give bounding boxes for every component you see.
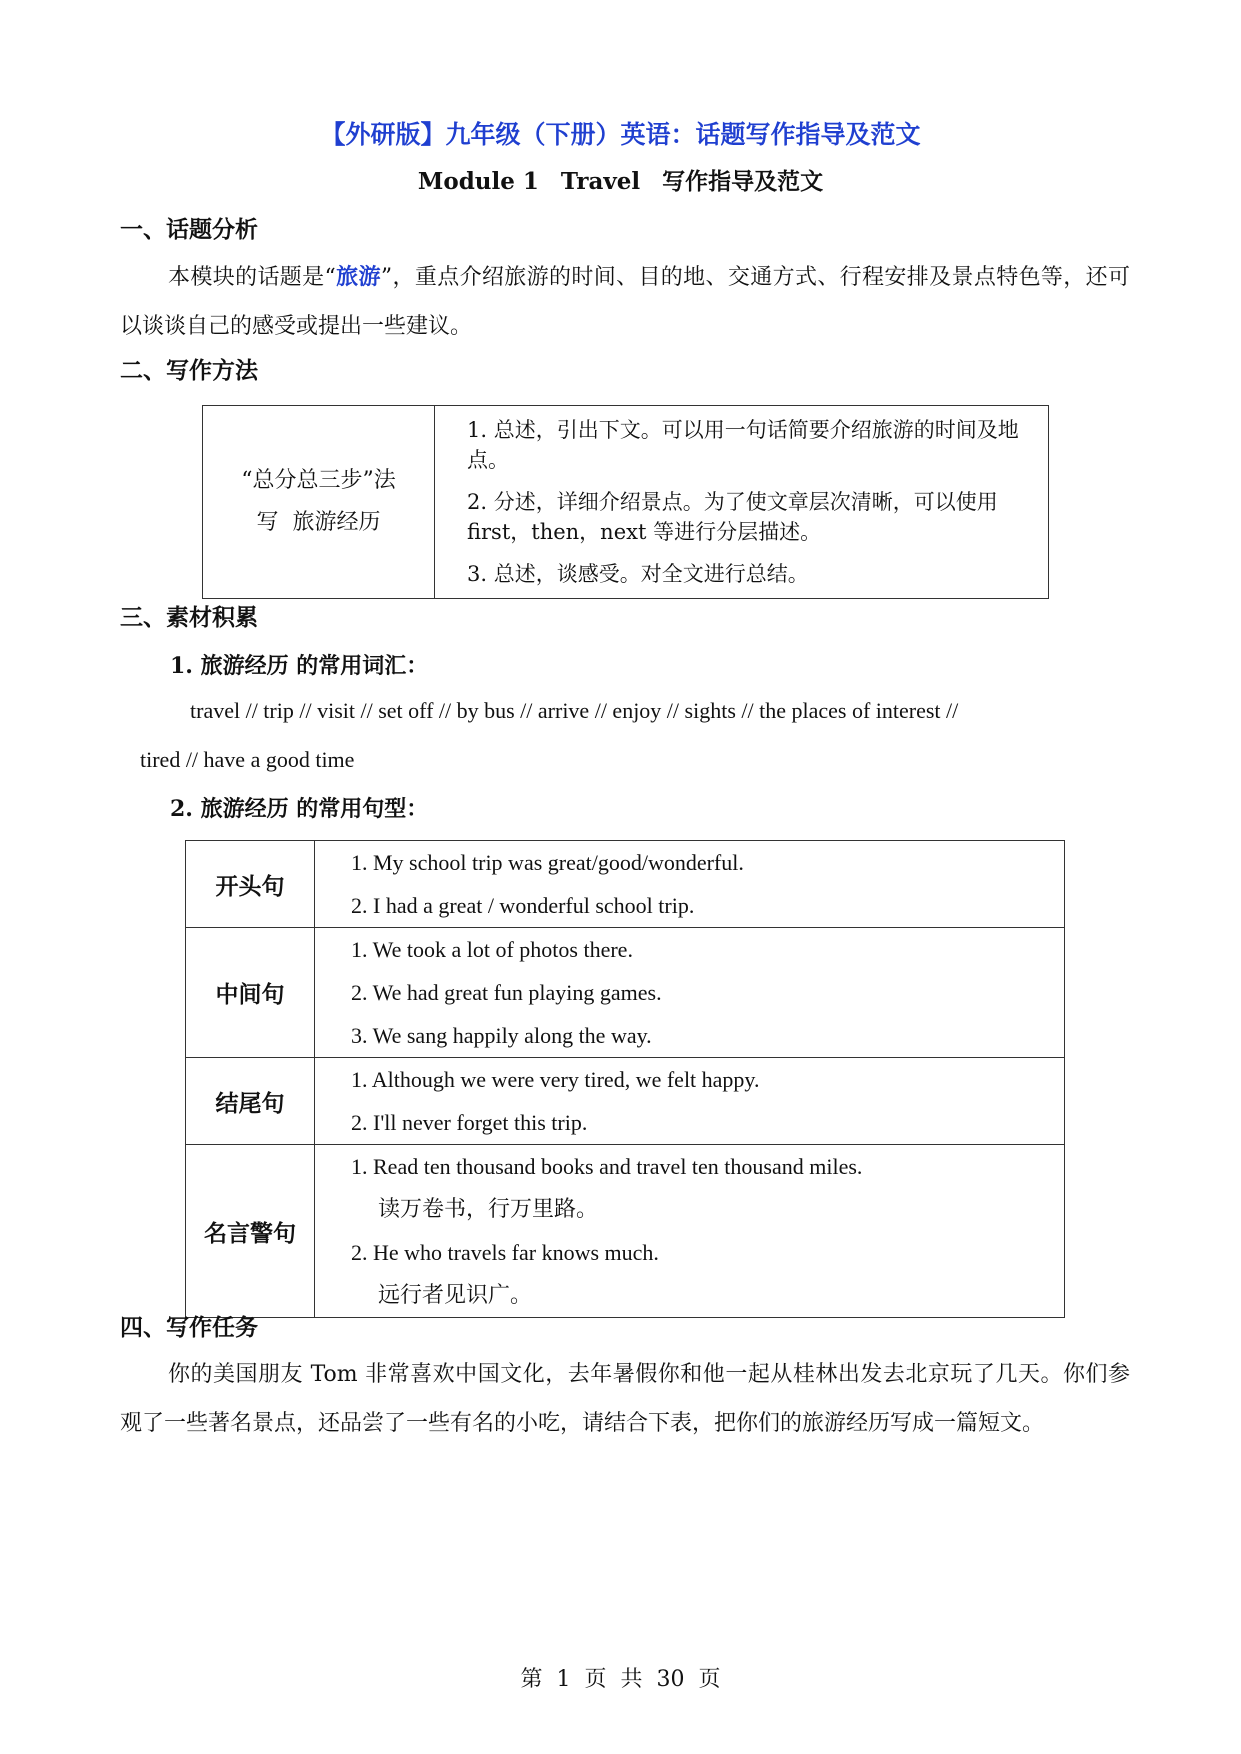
subtitle-label: 写作指导及范文	[662, 168, 824, 195]
table-row	[186, 1058, 1065, 1145]
step-item: 1. 总述，引出下文。可以用一句话简要介绍旅游的时间及地点。	[467, 418, 1019, 472]
section1-text-before: 本模块的话题是“	[168, 265, 336, 290]
subtitle-topic: Travel	[560, 168, 641, 195]
row-label: 结尾句	[186, 1058, 315, 1145]
sentence-line: 1. Read ten thousand books and travel ten thousand miles.	[351, 1154, 863, 1179]
sentence-line: 1. We took a lot of photos there.	[351, 937, 633, 962]
section1-highlight: 旅游	[335, 264, 381, 290]
method-cell	[203, 406, 435, 599]
section1-heading: 一、话题分析	[120, 216, 258, 243]
steps-cell	[435, 406, 1049, 599]
sentence-line: 2. We had great fun playing games.	[351, 980, 662, 1005]
writing-method-table	[202, 405, 1049, 599]
vocab-line1: travel // trip // visit // set off // by bus // arrive // enjoy // sights // the places of interest //	[190, 698, 959, 723]
section4-heading: 四、写作任务	[120, 1314, 258, 1341]
row-content	[315, 1058, 1065, 1145]
row-label: 名言警句	[186, 1145, 315, 1318]
sentence-line: 2. I had a great / wonderful school trip.	[351, 893, 695, 918]
row-label: 中间句	[186, 928, 315, 1058]
sentence-line: 2. I'll never forget this trip.	[351, 1110, 588, 1135]
sentence-heading: 2. 旅游经历 的常用句型：	[170, 796, 429, 822]
step-item: 3. 总述，谈感受。对全文进行总结。	[467, 562, 809, 586]
subtitle-module: Module 1	[417, 168, 539, 195]
vocab-heading: 1. 旅游经历 的常用词汇：	[170, 653, 429, 679]
row-label: 开头句	[186, 841, 315, 928]
method-line1: “总分总三步”法	[241, 468, 396, 493]
row-content	[315, 841, 1065, 928]
step-item: 2. 分述，详细介绍景点。为了使文章层次清晰，可以使用 first，then，next 等进行分层描述。	[467, 490, 998, 544]
section4-text: 你的美国朋友 Tom 非常喜欢中国文化，去年暑假你和他一起从桂林出发去北京玩了几天。你们参观了一些著名景点，还品尝了一些有名的小吃，请结合下表，把你们的旅游经历写成一篇短文。	[120, 1362, 1130, 1436]
section3-heading: 三、素材积累	[120, 604, 258, 631]
sentence-line: 1. My school trip was great/good/wonderful.	[351, 850, 744, 875]
row-content	[315, 928, 1065, 1058]
document-subtitle	[0, 166, 1241, 198]
table-row	[186, 1145, 1065, 1318]
method-line2: 写 旅游经历	[256, 510, 381, 535]
sentence-line: 1. Although we were very tired, we felt happy.	[351, 1067, 760, 1092]
sentence-patterns-table	[185, 840, 1065, 1318]
section1-text-after: ”，重点介绍旅游的时间、目的地、交通方式、行程安排及景点特色等，还可以谈谈自己的感受或提出一些建议。	[120, 265, 1131, 339]
document-title: 【外研版】九年级（下册）英语：话题写作指导及范文	[320, 120, 921, 149]
table-row	[186, 841, 1065, 928]
vocab-list	[140, 686, 1100, 784]
page-footer: 第 1 页 共 30 页	[520, 1667, 721, 1692]
vocab-line2: tired // have a good time	[140, 747, 355, 772]
row-content	[315, 1145, 1065, 1318]
table-row	[186, 928, 1065, 1058]
sentence-line: 2. He who travels far knows much.	[351, 1240, 659, 1265]
section2-heading: 二、写作方法	[120, 357, 258, 384]
sentence-line: 3. We sang happily along the way.	[351, 1023, 652, 1048]
section1-text	[120, 253, 1130, 351]
sentence-line: 远行者见识广。	[378, 1283, 533, 1308]
sentence-line: 读万卷书，行万里路。	[378, 1197, 599, 1222]
